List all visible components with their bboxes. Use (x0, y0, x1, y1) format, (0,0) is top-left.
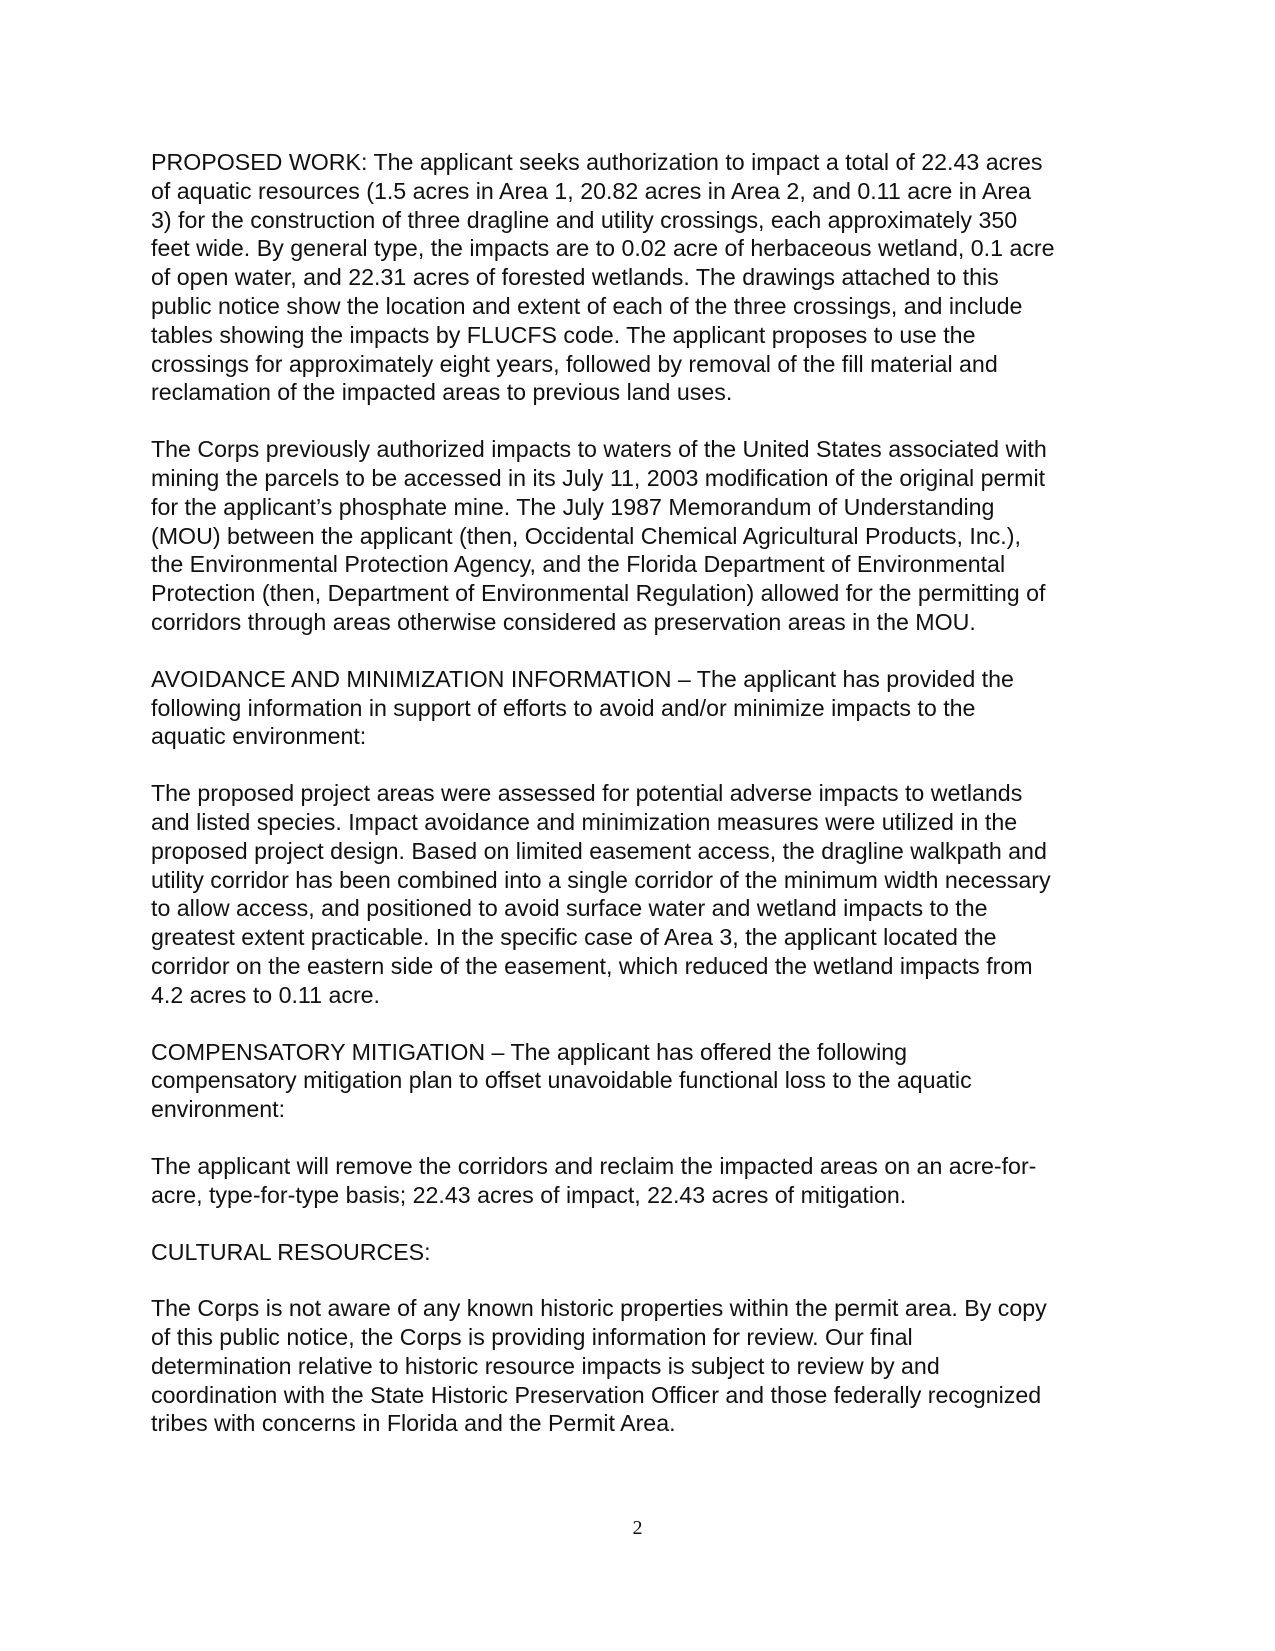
cultural-resources-paragraph: The Corps is not aware of any known historic properties within the permit area. By copy of this public notice, the Corps is providing information for review. Our final determination relative to historic resource impacts is subject to review by and coordination with the State Historic Preservation Officer and those federally recognized tribes with concerns in Florida and the Permit Area. (151, 1295, 1047, 1437)
prior-authorization-paragraph: The Corps previously authorized impacts to waters of the United States associated with mining the parcels to be accessed in its July 11, 2003 modification of the original permit for the applicant’s phosphate mine. The July 1987 Memorandum of Understanding (MOU) between the applicant (then, Occidental Chemical Agricultural Products, Inc.), the Environmental Protection Agency, and the Florida Department of Environmental Protection (then, Department of Environmental Regulation) allowed for the permitting of corridors through areas otherwise considered as preservation areas in the MOU. (151, 436, 1047, 635)
avoidance-minimization-heading-paragraph: AVOIDANCE AND MINIMIZATION INFORMATION – The applicant has provided the following information in support of efforts to avoid and/or minimize impacts to the aquatic environment: (151, 665, 1014, 750)
compensatory-mitigation-details-paragraph: The applicant will remove the corridors and reclaim the impacted areas on an acre-for- acre, type-for-type basis; 22.43 acres of impact, 22.43 acres of mitigation. (151, 1152, 1037, 1208)
page-number: 2 (632, 1517, 643, 1539)
avoidance-minimization-details-paragraph: The proposed project areas were assessed for potential adverse impacts to wetlands and listed species. Impact avoidance and minimization measures were utilized in the proposed project design. Based on limited easement access, the dragline walkpath and utility corridor has been combined into a single corridor of the minimum width necessary to allow access, and positioned to avoid surface water and wetland impacts to the greatest extent practicable. In the specific case of Area 3, the applicant located the corridor on the eastern side of the easement, which reduced the wetland impacts from 4.2 acres to 0.11 acre. (151, 780, 1051, 1008)
proposed-work-paragraph: PROPOSED WORK: The applicant seeks authorization to impact a total of 22.43 acres of aquatic resources (1.5 acres in Area 1, 20.82 acres in Area 2, and 0.11 acre in Area 3) for the construction of three dragline and utility crossings, each approximately 350 feet wide. By general type, the impacts are to 0.02 acre of herbaceous wetland, 0.1 acre of open water, and 22.31 acres of forested wetlands. The drawings attached to this public notice show the location and extent of each of the three crossings, and include tables showing the impacts by FLUCFS code. The applicant proposes to use the crossings for approximately eight years, followed by removal of the fill material and reclamation of the impacted areas to previous land uses. (151, 149, 1055, 406)
cultural-resources-heading: CULTURAL RESOURCES: (151, 1238, 431, 1265)
document-body (151, 148, 1141, 1466)
compensatory-mitigation-heading-paragraph: COMPENSATORY MITIGATION – The applicant has offered the following compensatory mitigation plan to offset unavoidable functional loss to the aquatic environment: (151, 1038, 972, 1123)
